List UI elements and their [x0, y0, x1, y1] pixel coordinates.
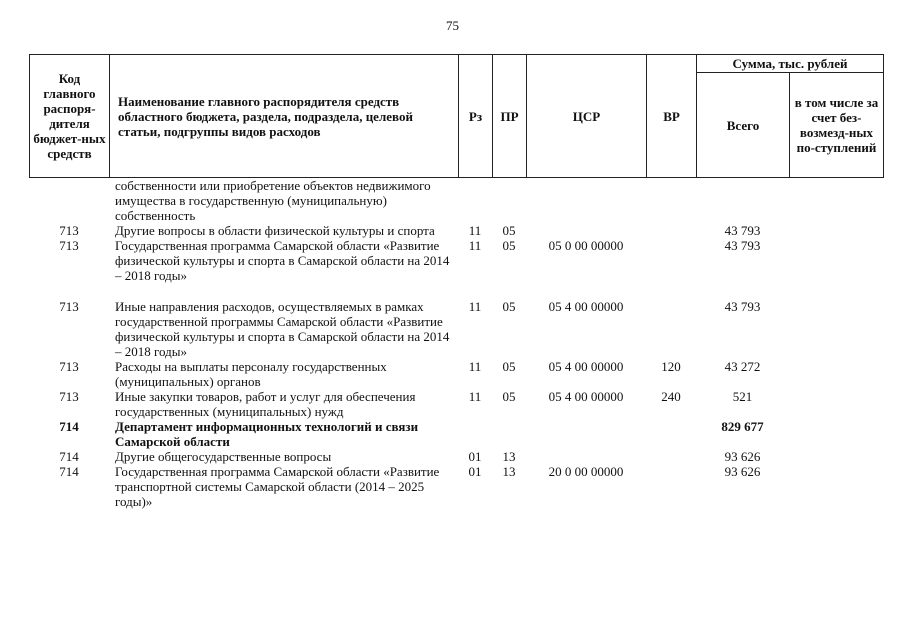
cell-total: 43 793: [724, 299, 761, 314]
table-row: [29, 464, 883, 509]
table-row: [29, 223, 883, 238]
cell-vr: [646, 223, 696, 238]
cell-incl: [789, 238, 883, 283]
cell-incl: [789, 299, 883, 359]
cell-pr: [492, 419, 526, 449]
cell-rz: [458, 419, 492, 449]
cell-code: 714: [59, 449, 79, 464]
table-row: [29, 238, 883, 283]
cell-name: Другие общегосударственные вопросы: [115, 449, 332, 464]
cell-rz: 11: [468, 389, 482, 404]
cell-total: 93 626: [724, 464, 761, 479]
cell-rz: 11: [468, 223, 482, 238]
table-body: [29, 178, 883, 509]
cell-csr: [526, 223, 646, 238]
cell-csr: [526, 178, 646, 223]
cell-csr: 05 4 00 00000: [548, 389, 624, 404]
cell-csr: 05 4 00 00000: [548, 359, 624, 374]
cell-code: 713: [59, 389, 79, 404]
cell-name: собственности или приобретение объектов недвижимого имущества в государственную (муниципальную) собственность: [115, 178, 431, 223]
table-header: [29, 54, 884, 178]
cell-code: 713: [59, 238, 79, 253]
cell-vr: 240: [661, 389, 681, 404]
table-row: [29, 449, 883, 464]
cell-incl: [789, 223, 883, 238]
cell-total: 43 793: [724, 238, 761, 253]
cell-vr: [646, 449, 696, 464]
cell-csr: 05 0 00 00000: [548, 238, 624, 253]
cell-vr: 120: [661, 359, 681, 374]
cell-rz: 01: [468, 464, 482, 479]
cell-pr: 05: [502, 223, 516, 238]
cell-incl: [789, 389, 883, 419]
cell-pr: [492, 178, 526, 223]
cell-total: [696, 178, 789, 223]
cell-rz: 11: [468, 238, 482, 253]
header-incl: в том числе за счет без-возмезд-ных по-ступлений: [790, 73, 884, 178]
cell-incl: [789, 464, 883, 509]
cell-incl: [789, 449, 883, 464]
cell-csr: [526, 419, 646, 449]
cell-rz: [458, 178, 492, 223]
table-row: [29, 419, 883, 449]
cell-incl: [789, 178, 883, 223]
table-row: [29, 299, 883, 359]
cell-rz: 01: [468, 449, 482, 464]
cell-vr: [646, 419, 696, 449]
header-pr: ПР: [493, 55, 527, 178]
cell-total: 43 272: [724, 359, 761, 374]
cell-csr: 05 4 00 00000: [548, 299, 624, 314]
cell-code: 713: [59, 299, 79, 314]
cell-name: Департамент информационных технологий и связи Самарской области: [115, 419, 419, 449]
cell-name: Расходы на выплаты персоналу государственных (муниципальных) органов: [115, 359, 387, 389]
header-name: Наименование главного распорядителя средств областного бюджета, раздела, подраздела, целевой статьи, подгруппы видов расходов: [110, 55, 459, 178]
cell-total: 93 626: [724, 449, 761, 464]
cell-code: 713: [59, 359, 79, 374]
header-csr: ЦСР: [527, 55, 647, 178]
cell-incl: [789, 359, 883, 389]
cell-name: Государственная программа Самарской области «Развитие транспортной системы Самарской области (2014 – 2025 годы)»: [115, 464, 440, 509]
cell-pr: 05: [502, 238, 516, 253]
table-row: [29, 359, 883, 389]
header-rz: Рз: [459, 55, 493, 178]
cell-pr: 05: [502, 299, 516, 314]
cell-pr: 05: [502, 359, 516, 374]
header-total: Всего: [697, 73, 790, 178]
cell-vr: [646, 464, 696, 509]
cell-pr: 13: [502, 449, 516, 464]
table-row: [29, 389, 883, 419]
page-number: 75: [446, 18, 459, 33]
cell-csr: [526, 449, 646, 464]
table-row: [29, 178, 883, 223]
header-sum-group: Сумма, тыс. рублей: [697, 55, 884, 73]
budget-table: [29, 54, 883, 509]
cell-name: Иные направления расходов, осуществляемых в рамках государственной программы Самарской области «Развитие физической культуры и спорта в Самарской области на 2014 – 2018 годы»: [115, 299, 450, 359]
cell-name: Иные закупки товаров, работ и услуг для обеспечения государственных (муниципальных) нужд: [115, 389, 416, 419]
header-vr: ВР: [647, 55, 697, 178]
cell-code: 714: [59, 419, 79, 434]
cell-total: 43 793: [724, 223, 761, 238]
cell-name: Другие вопросы в области физической культуры и спорта: [115, 223, 435, 238]
cell-rz: 11: [468, 299, 482, 314]
cell-total: 829 677: [721, 419, 764, 434]
cell-incl: [789, 419, 883, 449]
cell-pr: 05: [502, 389, 516, 404]
cell-vr: [646, 178, 696, 223]
cell-pr: 13: [502, 464, 516, 479]
cell-name: Государственная программа Самарской области «Развитие физической культуры и спорта в Самарской области на 2014 – 2018 годы»: [115, 238, 450, 283]
cell-code: 714: [59, 464, 79, 479]
cell-code: [29, 178, 109, 223]
header-code: Код главного распоря-дителя бюджет-ных средств: [30, 55, 110, 178]
cell-csr: 20 0 00 00000: [548, 464, 624, 479]
cell-rz: 11: [468, 359, 482, 374]
cell-vr: [646, 299, 696, 359]
cell-code: 713: [59, 223, 79, 238]
row-spacer: [29, 283, 883, 299]
cell-vr: [646, 238, 696, 283]
cell-total: 521: [732, 389, 753, 404]
